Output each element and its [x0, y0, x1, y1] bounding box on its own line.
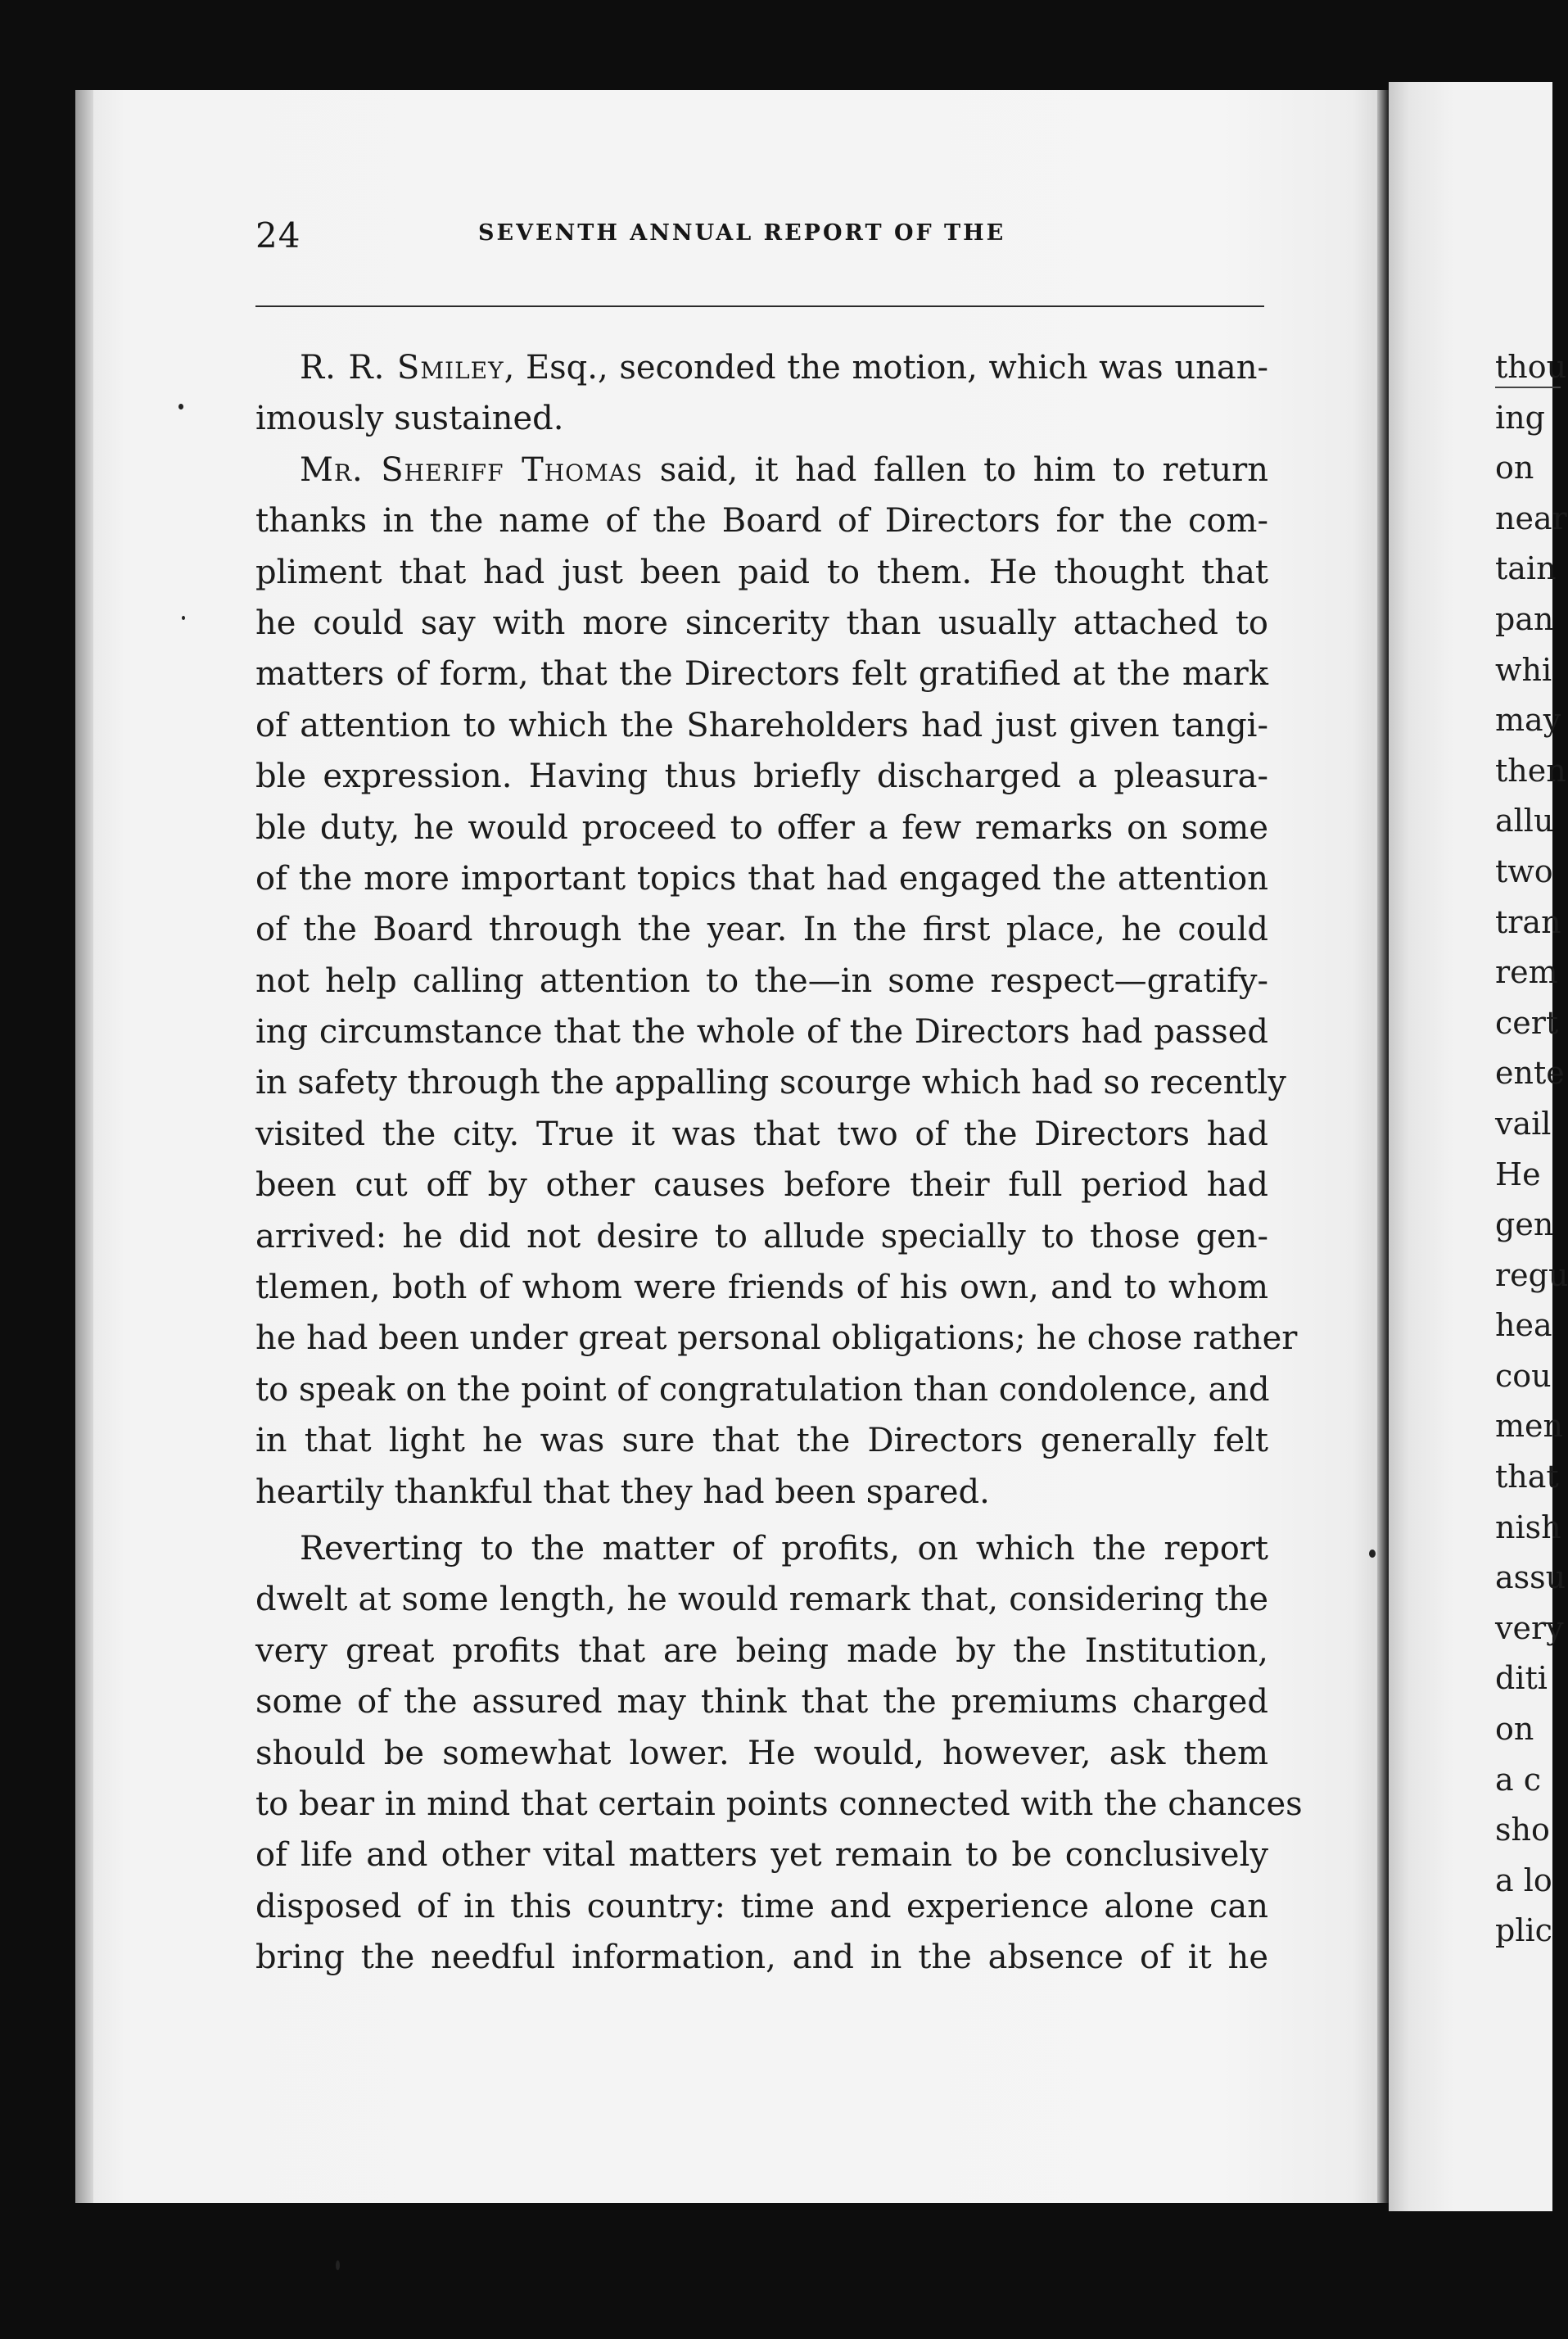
text-line: disposed of in this country: time and experience alone can — [255, 1887, 1268, 1925]
right-page-fragment: assu — [1495, 1559, 1566, 1596]
right-page-fragment: men — [1495, 1408, 1563, 1445]
right-page-text — [1495, 342, 1568, 1957]
right-page-fragment: ing — [1495, 399, 1545, 436]
text-line: dwelt at some length, he would remark that, considering the — [255, 1581, 1268, 1619]
right-page-fragment: regu — [1495, 1256, 1568, 1293]
text-line — [255, 547, 1268, 598]
text-line — [255, 904, 1268, 955]
speck — [336, 2260, 340, 2270]
line-text: of attention to which the Shareholders had just given tangi- — [255, 706, 1268, 744]
line-text: he could say with more sincerity than usually attached to — [255, 604, 1268, 642]
speaker-name: Mr. Sheriff Thomas — [300, 450, 644, 489]
text-line — [255, 1007, 1268, 1057]
text-line: bring the needful information, and in the absence of it he — [255, 1939, 1268, 1977]
right-page-fragment: very — [1495, 1609, 1564, 1646]
line-text: not help calling attention to the—in some respect—gratify- — [255, 961, 1268, 1000]
line-text: visited the city. True it was that two of the Directors had — [255, 1115, 1268, 1153]
text-line: some of the assured may think that the premiums charged — [255, 1683, 1268, 1721]
right-page-fragment: then — [1495, 752, 1566, 789]
text-line — [255, 803, 1268, 853]
right-page-fragment: vail — [1495, 1105, 1552, 1142]
line-text: matters of form, that the Directors felt gratified at the mark — [255, 655, 1268, 694]
text-line — [255, 956, 1268, 1007]
line-text: of the Board through the year. In the first place, he could — [255, 911, 1268, 949]
right-page-fragment: ente — [1495, 1055, 1565, 1092]
text-line — [255, 700, 1268, 751]
right-page-fragment: He — [1495, 1156, 1541, 1192]
right-page-fragment: thou — [1495, 349, 1567, 385]
line-text: to speak on the point of congratulation than condolence, and — [255, 1370, 1270, 1409]
line-text: he had been under great personal obligations; he chose rather — [255, 1319, 1298, 1358]
text-line: should be somewhat lower. He would, however, ask them — [255, 1734, 1268, 1772]
line-text: in that light he was sure that the Directors generally felt — [255, 1422, 1268, 1460]
line-text: been cut off by other causes before their full period had — [255, 1166, 1268, 1205]
text-line: of life and other vital matters yet remain to be conclusively — [255, 1836, 1268, 1875]
right-page-fragment: that — [1495, 1459, 1559, 1495]
speck — [182, 616, 185, 620]
line-text: in safety through the appalling scourge which had so recently — [255, 1064, 1286, 1102]
right-page-fragment: diti — [1495, 1660, 1548, 1697]
right-page-fragment: on — [1495, 450, 1534, 486]
header-rule — [255, 305, 1264, 307]
page-edge — [75, 90, 93, 2203]
text-line — [255, 342, 1268, 393]
text-line — [255, 495, 1268, 546]
text-line — [255, 1109, 1268, 1160]
text-line — [255, 1262, 1268, 1313]
text-line — [255, 1415, 1268, 1466]
text-line — [255, 1057, 1286, 1108]
right-page-fragment: two — [1495, 853, 1553, 889]
text-line: Reverting to the matter of profits, on which the report — [300, 1529, 1268, 1568]
book-gutter — [1377, 90, 1389, 2203]
speck — [1369, 1550, 1376, 1558]
text-line: to bear in mind that certain points connected with the chances — [255, 1785, 1303, 1823]
right-page-fragment: a lo — [1495, 1862, 1552, 1898]
speaker-name: R. R. Smiley — [300, 349, 504, 387]
right-page-fragment: rem — [1495, 954, 1558, 991]
right-page-fragment: tain — [1495, 550, 1557, 587]
line-text: arrived: he did not desire to allude specially to those gen- — [255, 1217, 1268, 1255]
right-page-fragment: cert — [1495, 1004, 1559, 1041]
speck — [178, 404, 183, 409]
right-page-fragment: cou — [1495, 1357, 1552, 1394]
running-head — [255, 215, 1271, 265]
text-line — [255, 649, 1268, 699]
right-page-fragment: a c — [1495, 1761, 1542, 1798]
right-page-fragment: sho — [1495, 1812, 1550, 1848]
line-text: heartily thankful that they had been spared. — [255, 1473, 990, 1511]
text-line — [255, 1211, 1268, 1262]
right-page — [1389, 82, 1568, 2211]
body-text — [255, 342, 1303, 1984]
running-title: SEVENTH ANNUAL REPORT OF THE — [478, 220, 1006, 246]
line-text: ble duty, he would proceed to offer a few remarks on some — [255, 808, 1268, 847]
right-page-fragment: gen — [1495, 1206, 1554, 1243]
line-text: thanks in the name of the Board of Directors for the com- — [255, 502, 1268, 541]
paragraph-1 — [255, 342, 1268, 445]
line-text: , Esq., seconded the motion, which was unan- — [504, 349, 1268, 387]
right-page-fragment: on — [1495, 1711, 1534, 1748]
line-text: ing circumstance that the whole of the Directors had passed — [255, 1013, 1268, 1052]
text-line — [255, 445, 1268, 495]
right-page-fragment: whi — [1495, 651, 1552, 688]
line-text: ble expression. Having thus briefly discharged a pleasura- — [255, 758, 1268, 796]
right-page-fragment: tran — [1495, 903, 1561, 940]
right-page-fragment: near — [1495, 500, 1567, 536]
line-text: said, it had fallen to him to return — [643, 450, 1268, 489]
right-page-fragment: nish — [1495, 1509, 1561, 1545]
text-line — [255, 1467, 1268, 1518]
text-line — [255, 1313, 1298, 1364]
right-page-fragment: may — [1495, 702, 1561, 739]
text-line — [255, 751, 1268, 802]
right-page-fragment: plic — [1495, 1912, 1552, 1949]
line-text: of the more important topics that had engaged the attention — [255, 859, 1268, 898]
paragraph-3 — [255, 1523, 1303, 1984]
right-page-fragment: allu — [1495, 803, 1554, 839]
paragraph-2 — [255, 445, 1298, 1518]
right-page-fragment: pan — [1495, 600, 1554, 637]
text-line — [255, 1364, 1268, 1415]
right-page-fragment: hea — [1495, 1307, 1552, 1344]
text-line — [255, 598, 1268, 649]
text-line: imously sustained. — [255, 400, 564, 438]
text-line: very great profits that are being made by the Institution, — [255, 1631, 1268, 1670]
line-text: pliment that had just been paid to them. He thought that — [255, 553, 1268, 591]
line-text: tlemen, both of whom were friends of his own, and to whom — [255, 1269, 1268, 1307]
page-number: 24 — [255, 215, 301, 256]
text-line — [255, 1160, 1268, 1210]
text-line — [255, 853, 1268, 904]
